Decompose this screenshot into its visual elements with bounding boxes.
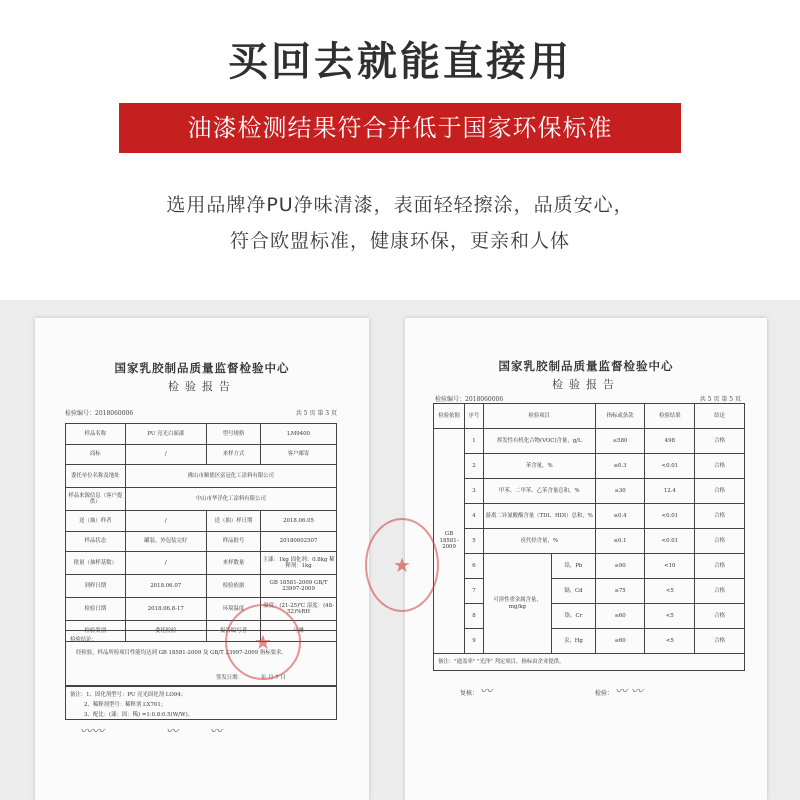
test-results-table: [433, 403, 745, 671]
table-cell: ≤30: [595, 479, 645, 504]
table-row: [434, 604, 745, 629]
table-cell: 4: [465, 504, 484, 529]
conclusion-text: 经检验，样品所检项目性能均达到 GB 18581-2009 及 GB/T 23997-2009 指标要求。: [76, 650, 287, 656]
basis-cell: GB 18581-2009: [434, 429, 465, 654]
table-cell: 8: [465, 604, 484, 629]
table-cell: ≤90: [595, 554, 645, 579]
report-number: 检验编号：2018060006: [435, 396, 504, 403]
table-cell: 汞，Hg: [552, 629, 596, 654]
table-header-row: [434, 404, 745, 429]
metal-label-cell: 可溶性重金属含量，mg/kg: [483, 554, 551, 654]
table-cell: 挥发性有机化合物(VOC)含量，g/L: [483, 429, 595, 454]
table-cell: LM9400: [261, 424, 337, 445]
table-cell: 合格: [695, 504, 745, 529]
report-page: 共 5 页 第 5 页: [699, 396, 741, 403]
table-cell: 2: [465, 454, 484, 479]
header-cell: 检验结果: [645, 404, 695, 429]
header-cell: 检验依据: [434, 404, 465, 429]
table-cell: 2018.06.07: [125, 575, 206, 598]
table-row: [66, 531, 337, 552]
table-cell: 20180602507: [261, 531, 337, 552]
table-cell: 合格: [695, 579, 745, 604]
table-cell: 检验日期: [66, 598, 126, 621]
table-cell: <10: [645, 554, 695, 579]
red-banner: 油漆检测结果符合并低于国家环保标准: [119, 103, 681, 153]
signature: 〰 〰: [614, 684, 643, 698]
remark-2: 2、稀释剂型号：稀释剂 LX701；: [84, 702, 167, 708]
sample-info-table: [65, 423, 337, 642]
report-title: 检验报告: [552, 378, 620, 391]
inspection-report-left: [35, 318, 369, 800]
table-cell: 合格: [695, 604, 745, 629]
headline: 买回去就能直接用: [228, 39, 572, 85]
table-cell: 1: [465, 429, 484, 454]
table-cell: 2018.06.05: [261, 511, 337, 532]
remark-1: 备注：1、固化剂型号：PU 亮光固化剂 LO94；: [70, 692, 187, 698]
table-cell: 合格: [695, 629, 745, 654]
signature: 〰〰: [80, 724, 105, 738]
table-cell: 卤代烃含量，%: [483, 529, 595, 554]
issue-date-label: 签发日期：: [216, 675, 243, 681]
signature: 〰: [209, 724, 222, 738]
table-cell: 检验类别: [66, 621, 126, 642]
table-cell: 中山市华洋化工涂料有限公司: [125, 488, 336, 511]
table-cell: ≤60: [595, 629, 645, 654]
remark-3: 3、配比：(漆：固：稀) =1:0.8:0.5(W/W)。: [84, 712, 194, 718]
table-cell: 9: [465, 629, 484, 654]
table-cell: 样品名称: [66, 424, 126, 445]
report-number: 检验编号：2018060006: [65, 410, 134, 417]
table-cell: /: [125, 511, 206, 532]
table-cell: 样品批号: [206, 531, 260, 552]
inspection-report-right: [393, 318, 767, 800]
table-cell: 苯含量，%: [483, 454, 595, 479]
remarks-box: [65, 686, 337, 720]
table-cell: <0.01: [645, 454, 695, 479]
table-row: [434, 504, 745, 529]
table-cell: 铬，Cr: [552, 604, 596, 629]
table-row: [434, 429, 745, 454]
table-cell: <0.01: [645, 504, 695, 529]
table-row: [66, 598, 337, 621]
table-cell: 罐装，外包装完好: [125, 531, 206, 552]
table-row: [434, 529, 745, 554]
table-cell: 批量（抽样基数）: [66, 552, 126, 575]
table-cell: /: [125, 552, 206, 575]
approver-label: 复核：: [460, 690, 479, 697]
table-cell: PU 亮光白面漆: [125, 424, 206, 445]
header-cell: 结论: [695, 404, 745, 429]
table-cell: ≤0.3: [595, 454, 645, 479]
signature-row: [80, 722, 222, 739]
table-row: [66, 465, 337, 488]
table-cell: 3: [465, 479, 484, 504]
table-row: [434, 654, 745, 671]
inspector-row: [595, 682, 643, 699]
table-cell: 报告编写者: [206, 621, 260, 642]
table-cell: <5: [645, 579, 695, 604]
table-cell: 合格: [695, 554, 745, 579]
table-cell: /: [125, 444, 206, 465]
table-cell: 主漆：1kg 固化剂：0.8kg 稀释剂：1kg: [261, 552, 337, 575]
table-cell: 游离二异氰酸酯含量（TDI、HDI）总和，%: [483, 504, 595, 529]
table-cell: 型号规格: [206, 424, 260, 445]
header-cell: 指标或条款: [595, 404, 645, 429]
report-page: 共 5 页 第 3 页: [295, 410, 337, 417]
table-cell: GB 18581-2009 GB/T 23997-2009: [261, 575, 337, 598]
table-cell: 委托单位名称及地址: [66, 465, 126, 488]
table-cell: 2018.06.8-17: [125, 598, 206, 621]
table-cell: 5: [465, 529, 484, 554]
table-cell: ≤0.1: [595, 529, 645, 554]
table-cell: 498: [645, 429, 695, 454]
note-cell: 备注："通盖率" "光泽" 判定项目，指标由企业提供。: [434, 654, 745, 671]
table-cell: <5: [645, 629, 695, 654]
official-stamp: ★: [365, 518, 439, 612]
issue-date: 年 月 7 日: [261, 675, 286, 681]
table-cell: 甲苯、二甲苯、乙苯含量总和，%: [483, 479, 595, 504]
table-row: [66, 511, 337, 532]
report-center-name: 国家乳胶制品质量监督检验中心: [114, 361, 290, 375]
header-cell: 序号: [465, 404, 484, 429]
table-cell: ≤75: [595, 579, 645, 604]
description-line-1: 选用品牌净PU净味清漆，表面轻轻擦涂，品质安心，: [166, 194, 634, 216]
table-cell: 商标: [66, 444, 126, 465]
approver-row: [460, 682, 492, 699]
table-cell: 铅，Pb: [552, 554, 596, 579]
report-center-name: 国家乳胶制品质量监督检验中心: [498, 359, 674, 373]
table-cell: <5: [645, 604, 695, 629]
table-row: [66, 552, 337, 575]
table-row: [66, 444, 337, 465]
table-cell: 7: [465, 579, 484, 604]
table-row: [66, 424, 337, 445]
table-cell: 马琳: [261, 621, 337, 642]
table-cell: 委托检验: [125, 621, 206, 642]
table-cell: ≤580: [595, 429, 645, 454]
table-cell: 12.4: [645, 479, 695, 504]
report-title: 检验报告: [168, 380, 236, 393]
table-cell: 合格: [695, 429, 745, 454]
official-stamp: ★: [225, 604, 301, 680]
signature: 〰: [165, 724, 178, 738]
table-row: [434, 454, 745, 479]
conclusion-label: 检验结论：: [70, 637, 97, 643]
table-cell: 6: [465, 554, 484, 579]
table-row: [66, 575, 337, 598]
table-cell: ≤0.4: [595, 504, 645, 529]
table-cell: 佛山市顺德区富冠化工涂料有限公司: [125, 465, 336, 488]
table-cell: 来样方式: [206, 444, 260, 465]
table-row: [434, 579, 745, 604]
table-cell: 送（抽）样者: [66, 511, 126, 532]
table-cell: 合格: [695, 529, 745, 554]
table-row: [66, 488, 337, 511]
table-cell: 合格: [695, 454, 745, 479]
table-row: [434, 629, 745, 654]
table-cell: 镉，Cd: [552, 579, 596, 604]
table-cell: 样品来源信息（客户提供）: [66, 488, 126, 511]
table-cell: 检验依据: [206, 575, 260, 598]
table-row: [434, 479, 745, 504]
table-cell: 环境温度: [206, 598, 260, 621]
table-cell: 到样日期: [66, 575, 126, 598]
table-cell: ≤60: [595, 604, 645, 629]
table-cell: <0.01: [645, 529, 695, 554]
table-cell: 温度：(21-25)℃ 湿度：(48-52)%RH: [261, 598, 337, 621]
table-cell: 合格: [695, 479, 745, 504]
signature: 〰: [479, 684, 492, 698]
table-cell: 送（抽）样日期: [206, 511, 260, 532]
header-cell: 检验项目: [483, 404, 595, 429]
table-cell: 来样数量: [206, 552, 260, 575]
inspector-label: 检验：: [595, 690, 614, 697]
table-cell: 样品状态: [66, 531, 126, 552]
description-line-2: 符合欧盟标准，健康环保，更亲和人体: [229, 230, 570, 252]
table-row: [434, 554, 745, 579]
table-cell: 客户邮寄: [261, 444, 337, 465]
